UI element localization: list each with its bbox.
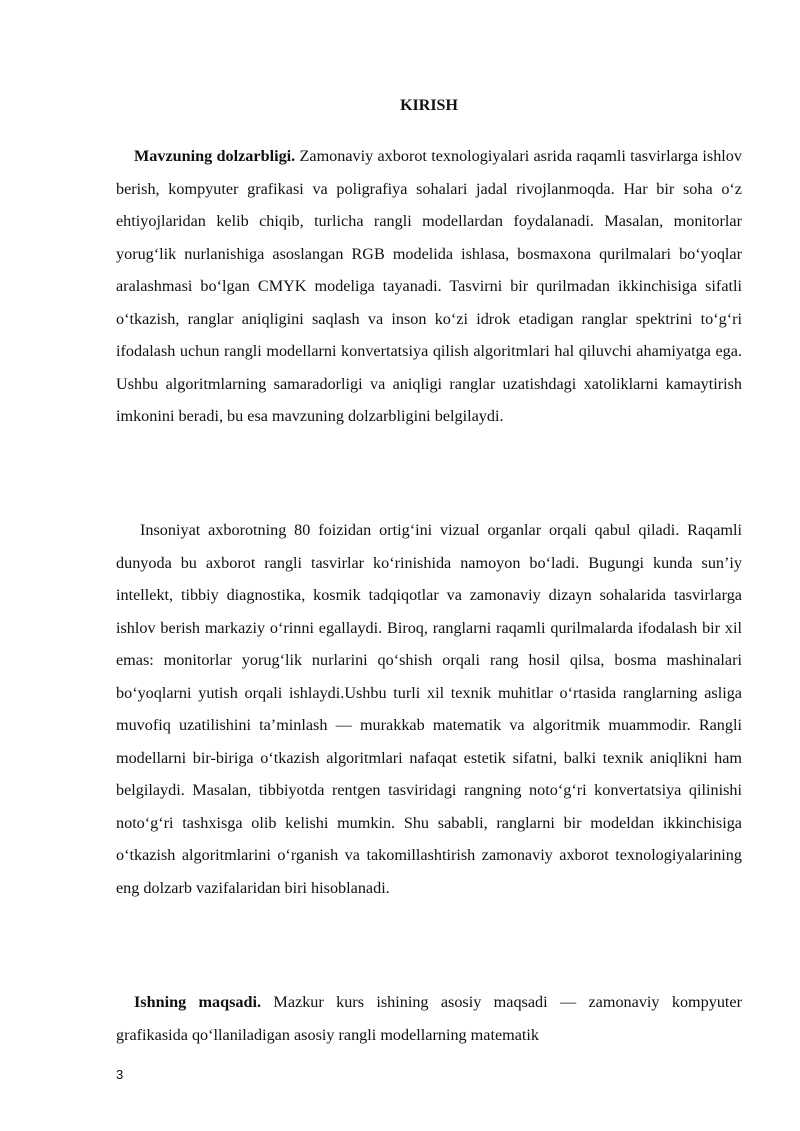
paragraph-context <box>116 514 742 904</box>
paragraph-body-context: Insoniyat axborotning 80 foizidan ortig‘ini vizual organlar orqali qabul qiladi. Raqamli dunyoda bu axborot rangli tasvirlar ko‘rinishida namoyon bo‘ladi. Bugungi kunda sun’iy intellekt, tibbiy diagnostika, kosmik tadqiqotlar va zamonaviy dizayn sohalarida tasvirlarga ishlov berish markaziy o‘rinni egallaydi. Biroq, ranglarni raqamli qurilmalarda ifodalash bir xil emas: monitorlar yorug‘lik nurlarini qo‘shish orqali rang hosil qilsa, bosma mashinalari bo‘yoqlarni yutish orqali ishlaydi.Ushbu turli xil texnik muhitlar o‘rtasida ranglarning asliga muvofiq uzatilishini ta’minlash — murakkab matematik va algoritmik muammodir. Rangli modellarni bir-biriga o‘tkazish algoritmlari nafaqat estetik sifatni, balki texnik aniqlikni ham belgilaydi. Masalan, tibbiyotda rentgen tasviridagi rangning noto‘g‘ri konvertatsiya qilinishi noto‘g‘ri tashxisga olib kelishi mumkin. Shu sababli, ranglarni bir modeldan ikkinchisiga o‘tkazish algoritmlarini o‘rganish va takomillashtirish zamonaviy axborot texnologiyalarining eng dolzarb vazifalaridan biri hisoblanadi. <box>116 521 742 897</box>
paragraph-lead-goal: Ishning maqsadi. <box>134 993 262 1011</box>
page-number: 3 <box>116 1067 124 1082</box>
paragraph-body-goal: Mazkur kurs ishining asosiy maqsadi — zamonaviy kompyuter grafikasida qo‘llaniladigan asosiy rangli modellarning matematik <box>116 993 742 1044</box>
paragraph-goal <box>116 986 742 1051</box>
paragraph-relevance <box>116 140 742 433</box>
paragraph-body-relevance: Zamonaviy axborot texnologiyalari asrida raqamli tasvirlarga ishlov berish, kompyuter grafikasi va poligrafiya sohalari jadal rivojlanmoqda. Har bir soha o‘z ehtiyojlaridan kelib chiqib, turlicha rangli modellardan foydalanadi. Masalan, monitorlar yorug‘lik nurlanishiga asoslangan RGB modelida ishlasa, bosmaxona qurilmalari bo‘yoqlar aralashmasi bo‘lgan CMYK modeliga tayanadi. Tasvirni bir qurilmadan ikkinchisiga sifatli o‘tkazish, ranglar aniqligini saqlash va inson ko‘zi idrok etadigan ranglar spektrini to‘g‘ri ifodalash uchun rangli modellarni konvertatsiya qilish algoritmlari hal qiluvchi ahamiyatga ega. Ushbu algoritmlarning samaradorligi va aniqligi ranglar uzatishdagi xatoliklarni kamaytirish imkonini beradi, bu esa mavzuning dolzarbligini belgilaydi. <box>116 147 742 425</box>
paragraph-lead-relevance: Mavzuning dolzarbligi. <box>134 147 296 165</box>
section-title: KIRISH <box>400 97 458 114</box>
